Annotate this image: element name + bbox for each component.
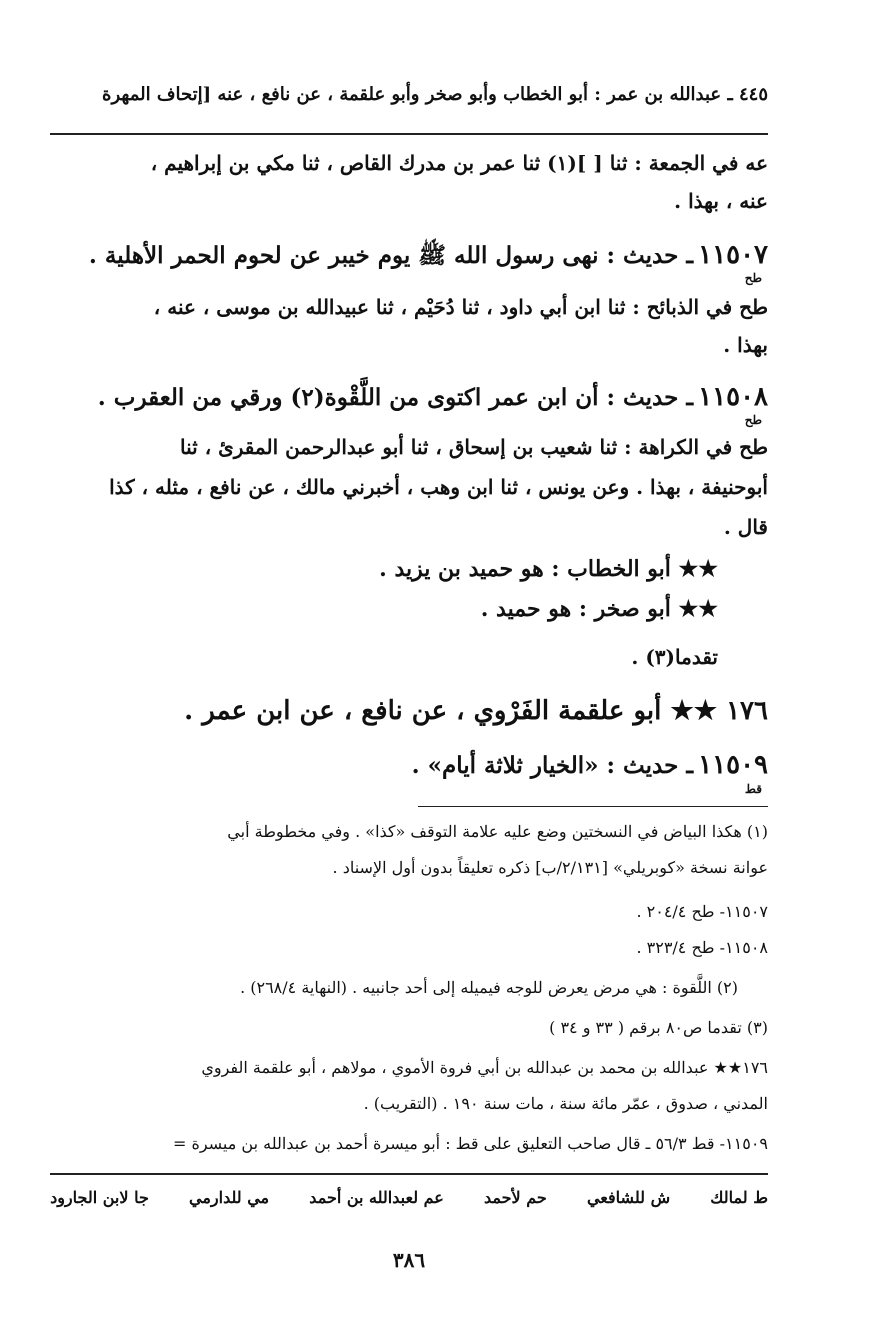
footnote-1-line-2: عوانة نسخة «كوبريلي» [٢/١٣١/ب] ذكره تعليقاً بدون أول الإسناد . [332, 858, 768, 877]
footnote-11508: ١١٥٠٨- طح ٣٢٣/٤ . [636, 938, 768, 957]
source-symbol: طح [744, 271, 762, 285]
hadith-11509-heading [50, 750, 768, 780]
legend-item: ط لمالك [710, 1188, 768, 1207]
legend-item: حم لأحمد [484, 1188, 547, 1207]
hadith-11507-heading [50, 240, 768, 275]
intro-line-2: عنه ، بهذا . [674, 189, 768, 213]
hadith-11508-line-2: أبوحنيفة ، بهذا . وعن يونس ، ثنا ابن وهب ، أخبرني مالك ، عن نافع ، مثله ، كذا [109, 475, 768, 499]
hadith-11507-line-2: بهذا . [723, 333, 768, 357]
source-symbol: قط [744, 782, 762, 796]
footnote-11509: ١١٥٠٩- قط ٥٦/٣ ـ قال صاحب التعليق على قط : أبو ميسرة أحمد بن عبدالله بن ميسرة = [172, 1134, 768, 1153]
footnote-176-line-2: المدني ، صدوق ، عمّر مائة سنة ، مات سنة ١٩٠ . (التقريب) . [363, 1094, 768, 1113]
footnote-3: (٣) تقدما ص٨٠ برقم ( ٣٣ و ٣٤ ) [549, 1018, 768, 1037]
hadith-title: ـ حديث : أن ابن عمر اكتوى من اللَّقْوة(٢) ورقي من العقرب . [97, 384, 694, 411]
narrator-note-3: تقدما(٣) . [631, 645, 718, 669]
hadith-11508-line-3: قال . [723, 515, 768, 539]
hadith-number: ١١٥٠٧ [698, 240, 768, 270]
hadith-11508-heading [50, 382, 768, 412]
footnote-1-line-1: (١) هكذا البياض في النسختين وضع عليه علامة التوقف «كذا» . وفي مخطوطة أبي [227, 822, 768, 841]
hadith-11507-line-1: طح في الذبائح : ثنا ابن أبي داود ، ثنا دُحَيْم ، ثنا عبيدالله بن موسى ، عنه ، [153, 295, 768, 319]
narrator-note-1: ★★ أبو الخطاب : هو حميد بن يزيد . [379, 556, 718, 582]
footnote-11507: ١١٥٠٧- طح ٢٠٤/٤ . [636, 902, 768, 921]
hadith-title: ـ حديث : «الخيار ثلاثة أيام» . [411, 752, 694, 779]
abbreviation-legend [50, 1188, 768, 1207]
footnote-2: (٢) اللَّقوة : هي مرض يعرض للوجه فيميله إلى أحد جانبيه . (النهاية ٢٦٨/٤) . [240, 978, 738, 997]
legend-rule [50, 1173, 768, 1175]
page-number: ٣٨٦ [392, 1248, 426, 1272]
footnote-rule [418, 806, 768, 807]
legend-item: جا لابن الجارود [50, 1188, 149, 1207]
header-rule [50, 133, 768, 135]
book-page [50, 0, 768, 1333]
narrator-note-2: ★★ أبو صخر : هو حميد . [480, 596, 718, 622]
legend-item: عم لعبدالله بن أحمد [309, 1188, 444, 1207]
hadith-number: ١١٥٠٨ [698, 382, 768, 412]
legend-item: مي للدارمي [189, 1188, 270, 1207]
narrator-176-heading: ١٧٦ ★★ أبو علقمة الفَرْوي ، عن نافع ، عن ابن عمر . [184, 696, 768, 726]
footnote-176-line-1: ١٧٦★★ عبدالله بن محمد بن عبدالله بن أبي فروة الأموي ، مولاهم ، أبو علقمة الفروي [201, 1058, 768, 1077]
intro-line-1: عه في الجمعة : ثنا [ ](١) ثنا عمر بن مدرك القاص ، ثنا مكي بن إبراهيم ، [150, 151, 768, 175]
hadith-number: ١١٥٠٩ [698, 750, 768, 780]
hadith-11508-line-1: طح في الكراهة : ثنا شعيب بن إسحاق ، ثنا أبو عبدالرحمن المقرئ ، ثنا [180, 435, 768, 459]
legend-item: ش للشافعي [586, 1188, 671, 1207]
hadith-title: ـ حديث : نهى رسول الله ﷺ يوم خيبر عن لحوم الحمر الأهلية . [88, 242, 694, 269]
running-header: ٤٤٥ ـ عبدالله بن عمر : أبو الخطاب وأبو صخر وأبو علقمة ، عن نافع ، عنه [إتحاف المهرة [102, 84, 768, 105]
source-symbol: طح [744, 413, 762, 427]
